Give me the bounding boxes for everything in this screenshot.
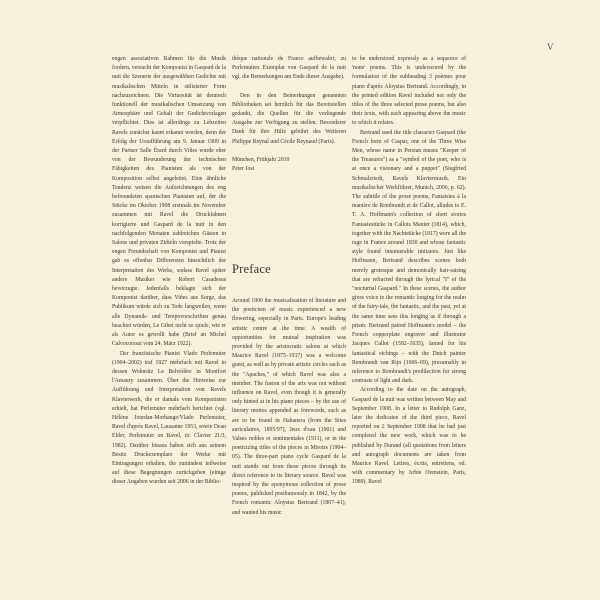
english-text-column-middle	[232, 297, 346, 553]
date-line: München, Frühjahr 2010	[232, 156, 290, 163]
paragraph: engen assoziativen Rahmen für die Musik fordern, versucht der Komponist in Gaspard de la nuit die Szenerie der ausgewählten Gedichte mit musikalischen Mitteln in stilisierter Form nachzuzeichnen. Die Virtuosität ist dennoch funktionell der musikalischen Umsetzung von Atmosphäre und Gehalt der Gedichtvorlagen verpflichtet. Dies ist allerdings zu Lebzeiten Ravels zunächst kaum erkannt worden, denn der Erfolg der Uraufführung am 9. Januar 1909 in der Pariser Salle Érard durch Viñes wurde eher von der Bewunderung der technischen Fähigkeiten des Pianisten als von der Komposition selbst angeleitet. Eine ähnliche Tendenz weisen die Aufzeichnungen des eng befreundeten spanischen Pianisten auf, der die Stücke im Oktober 1908 erstmals im November zusammen mit Ravel die Druckfahnen korrigierte und Gaspard de la nuit in den nachfolgenden Monaten zahlreichen Gästen in Salons und privaten Zirkeln vorspielte. Trotz der engen Freundschaft von Komponist und Pianist gab es offenbar Differenzen hinsichtlich der Interpretation des Werks, sodass Ravel später andere Musiker wie Robert Casadesus bevorzugte. Jedenfalls beklagte sich der Komponist darüber, dass Viñes aus Sorge, das Publikum würde sich zu Tode langweilen, wenn alle Dynamik- und Tempovorschriften genau beachtet würden, Le Gibet nicht so spiele, wie er als Autor es gewollt habe (Brief an Michel Calvocoressi vom 24. März 1922).	[112, 56, 226, 348]
english-text-column-right	[352, 55, 466, 553]
paragraph: Bertrand used the title character Gaspard (the French form of Caspar, one of the Three Wise Men, whose name in Persian means "Keeper of the Treasures") as a "symbol of the poet, who is at once a visionary and a puppet" (Siegfried Schmalzriedt, Ravels Klaviermusik. Ein musikalischer Werkführer, Munich, 2006, p. 62). The subtitle of the prose poems, Fantaisies à la manière de Rembrandt et de Callot, alludes to E. T. A. Hoffmann's collection of short stories Fantasiestücke in Callots Manier (1814), which, together with the Nachtstücke (1817) were all the rage in France around 1830 and whose fantastic style found innumerable imitators. Just like Hoffmann, Bertrand describes scenes both merely grotesque and demonically hair-raising that are refracted through the lyrical "I" of the "nocturnal Gaspard." In these scenes, the author gives voice to the romantic longing for the realm of the fairy-tale, the fantastic, and the past, yet at the same time sees this longing as if through a prism. Bertrand paired Hoffmann's model – the French copperplate engraver and illustrator Jacques Callot (1592–1635), famed for his fantastical etchings – with the Dutch painter Rembrandt van Rijn (1606–69), presumably in reference to Rembrandt's predilection for strong contrasts of light and dark.	[352, 129, 466, 385]
author-signature: Peter Jost	[232, 166, 255, 173]
page-number: V	[547, 42, 554, 52]
section-heading: Preface	[232, 262, 271, 276]
paragraph: Den in den Bemerkungen genannten Bibliotheken sei herzlich für das Bereitstellen gedankt, die Quellen für die vorliegende Ausgabe zur Verfügung zu stellen. Besonderer Dank für ihre Hilfe gebührt des Weiteren Philippe Reynal und Cécile Reynaud (Paris).	[232, 92, 346, 145]
german-text-column-middle	[232, 55, 346, 255]
paragraph: According to the date on the autograph, Gaspard de la nuit was written between May and September 1908. In a letter to Rudolph Ganz, later the dedicatee of the third piece, Ravel reported on 2 September 1908 that he had just completed the new work, which was to be published by Durand (all quotations from letters and autograph documents are taken from Maurice Ravel. Lettres, écrits, entretiens, ed. with commentary by Arbie Orenstein, Paris, 1989). Ravel	[352, 387, 466, 486]
german-text-column-left	[112, 55, 226, 553]
paragraph: thèque nationale de France aufbewahrt; zu Perlemuters Exemplar von Gaspard de la nuit vgl. die Bemerkungen am Ende dieser Ausgabe).	[232, 56, 346, 81]
paragraph: Around 1900 the musicalization of literature and the poeticism of music experienced a new flowering, especially in Paris. Europe's leading artistic centre at the time. A wealth of opportunities for mutual inspiration was provided by the aristocratic salons at which Maurice Ravel (1875–1937) was a welcome guest, as well as by private artistic circles such as the "Apaches," of which Ravel was also a member. The fusion of the arts was not without influence on Ravel, even though it is generally only hinted at in his piano pieces – by the use of literary mottos appended as forewords, such as are to be found in Habanera (from the Sites auriculaires, 1895/97), Jeux d'eau (1901) and Valses nobles et sentimentales (1911), or in the poeticizing titles of the pieces in Miroirs (1904–05). The three-part piano cycle Gaspard de la nuit stands out from these pieces through its direct reference to its literary source. Ravel was inspired by the eponymous collection of prose poems, published posthumously in 1842, by the French romantic Aloysius Bertrand (1807–41), and wanted his music	[232, 298, 346, 516]
paragraph: Der französische Pianist Vlado Perlemuter (1904–2002) traf 1927 mehrfach mit Ravel in dessen Wohnsitz Le Belvédère in Montfort l'Amaury zusammen. Über die Hinweise zur Aufführung und Interpretation von Ravels Klavierwerk, die er damals vom Komponisten erhielt, hat Perlemuter mehrfach berichtet (vgl. Hélène Jourdan-Morhange/Vlado Perlemuter, Ravel d'après Ravel, Lausanne 1953, sowie Dean Elder, Perlemuter on Ravel, in: Clavier 21/3, 1982). Darüber hinaus haben sich aus seinem Besitz Druckexemplare der Werke mit Eintragungen erhalten, die zumindest teilweise auf diese Begegnungen zurückgehen (einige dieser Angaben wurden seit 2006 in der Biblio-	[112, 350, 226, 486]
paragraph: to be understood expressly as a sequence of 'none' poems. This is underscored by the formulation of the subheading 3 poèmes pour piano d'après Aloysius Bertrand. Accordingly, in the printed edition Ravel included not only the titles of the three selected prose poems, but also their texts, with each appearing above the music to which it relates.	[352, 56, 466, 127]
